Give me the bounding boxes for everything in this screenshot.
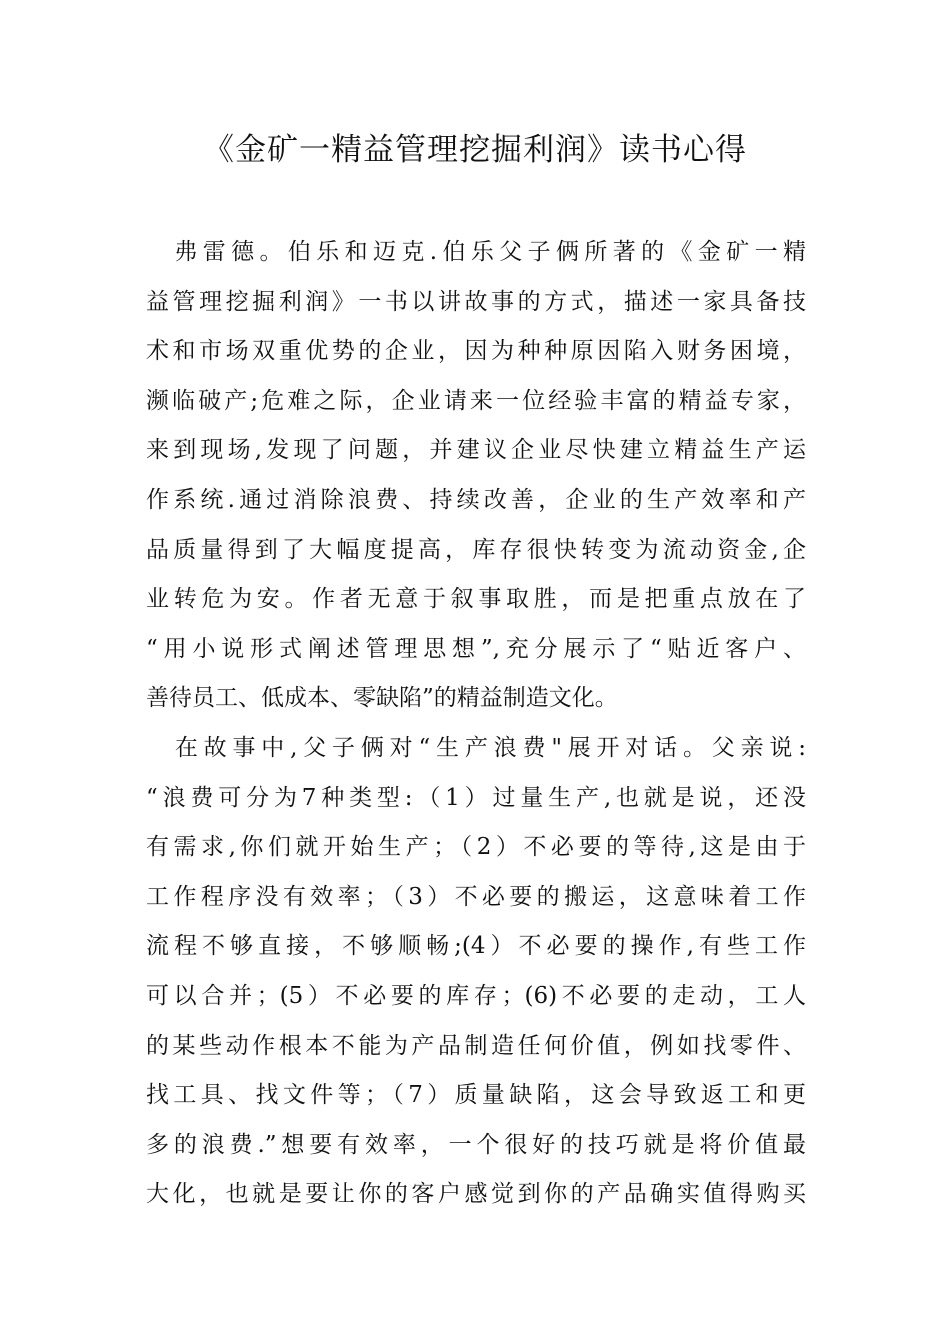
body-line: 作系统.通过消除浪费、持续改善，企业的生产效率和产 <box>146 486 806 513</box>
body-line: 工作程序没有效率；（3）不必要的搬运，这意味着工作 <box>146 883 806 910</box>
body-line: 多的浪费.”想要有效率，一个很好的技巧就是将价值最 <box>146 1131 806 1158</box>
body-line: 善待员工、低成本、零缺陷”的精益制造文化。 <box>146 685 618 712</box>
body-line: 在故事中,父子俩对“生产浪费"展开对话。父亲说: <box>146 734 806 761</box>
body-line: 术和市场双重优势的企业，因为种种原因陷入财务困境， <box>146 338 806 365</box>
body-line: 弗雷德。伯乐和迈克.伯乐父子俩所著的《金矿一精 <box>146 239 806 265</box>
body-line: 有需求,你们就开始生产；（2）不必要的等待,这是由于 <box>146 834 806 861</box>
body-line: 品质量得到了大幅度提高，库存很快转变为流动资金,企 <box>146 536 806 563</box>
document-body <box>146 228 806 1220</box>
body-line: 的某些动作根本不能为产品制造任何价值，例如找零件、 <box>146 1032 806 1059</box>
body-line: 流程不够直接，不够顺畅;(4）不必要的操作,有些工作 <box>146 933 806 960</box>
body-line: 找工具、找文件等；（7）质量缺陷，这会导致返工和更 <box>146 1082 806 1109</box>
body-line: “浪费可分为7种类型:（1）过量生产,也就是说，还没 <box>146 784 806 811</box>
body-line: 濒临破产;危难之际，企业请来一位经验丰富的精益专家， <box>146 387 806 414</box>
body-line: 益管理挖掘利润》一书以讲故事的方式，描述一家具备技 <box>146 288 806 315</box>
body-line: “用小说形式阐述管理思想”,充分展示了“贴近客户、 <box>146 635 806 662</box>
body-line: 业转危为安。作者无意于叙事取胜，而是把重点放在了 <box>146 586 806 613</box>
body-line: 来到现场,发现了问题，并建议企业尽快建立精益生产运 <box>146 437 806 464</box>
body-line: 可以合并；(5）不必要的库存；(6)不必要的走动，工人 <box>146 982 806 1009</box>
document-title: 《金矿一精益管理挖掘利润》读书心得 <box>203 132 747 168</box>
body-line: 大化，也就是要让你的客户感觉到你的产品确实值得购买 <box>146 1181 806 1208</box>
